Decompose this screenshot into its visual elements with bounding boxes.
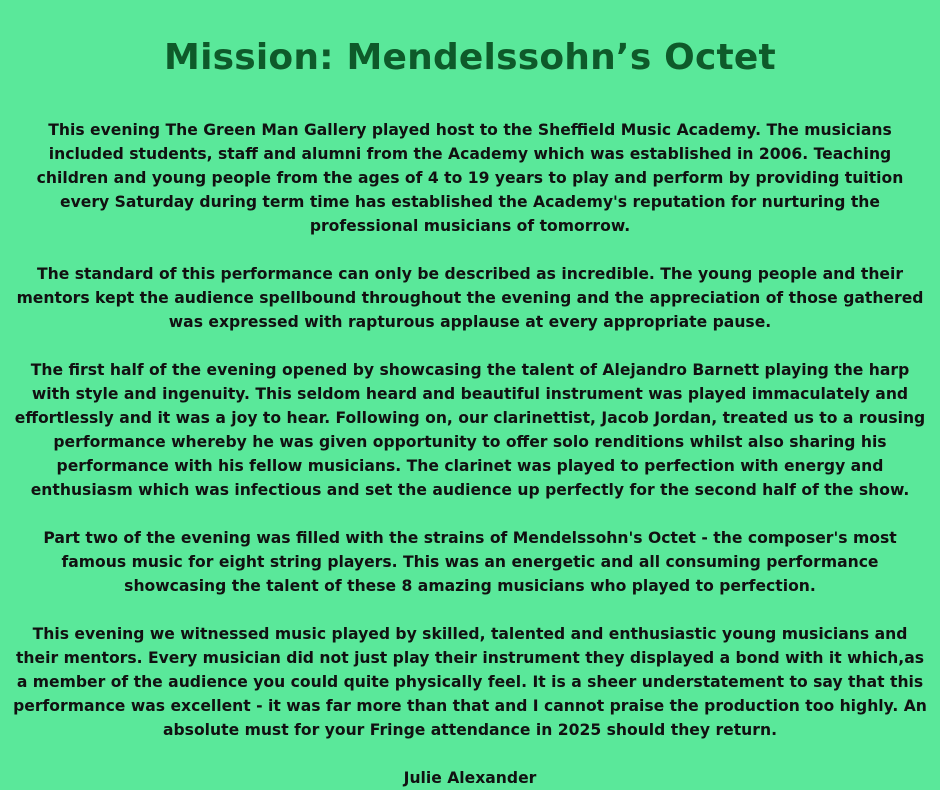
paragraph-first-half: The first half of the evening opened by showcasing the talent of Alejandro Barnett playing the harp with style and ingenuity. This seldom heard and beautiful instrument was played immaculately and effortlessly and it was a joy to hear. Following on, our clarinettist, Jacob Jordan, treated us to a rousing performance whereby he was given opportunity to offer solo renditions whilst also sharing his performance with his fellow musicians. The clarinet was played to perfection with energy and enthusiasm which was infectious and set the audience up perfectly for the second half of the show.: [14, 361, 926, 499]
paragraph-standard: The standard of this performance can only be described as incredible. The young people and their mentors kept the audience spellbound throughout the evening and the appreciation of those gathered was expressed with rapturous applause at every appropriate pause.: [16, 265, 924, 331]
page-title: Mission: Mendelssohn’s Octet: [164, 37, 776, 78]
author-signature: Julie Alexander: [403, 769, 537, 787]
paragraph-part-two: Part two of the evening was filled with the strains of Mendelssohn's Octet - the composer's most famous music for eight string players. This was an energetic and all consuming performance showcasing the talent of these 8 amazing musicians who played to perfection.: [43, 529, 897, 595]
paragraph-intro: This evening The Green Man Gallery played host to the Sheffield Music Academy. The musicians included students, staff and alumni from the Academy which was established in 2006. Teaching children and young people from the ages of 4 to 19 years to play and perform by providing tuition every Saturday during term time has established the Academy's reputation for nurturing the professional musicians of tomorrow.: [36, 121, 904, 235]
paragraph-conclusion: This evening we witnessed music played by skilled, talented and enthusiastic young musicians and their mentors. Every musician did not just play their instrument they displayed a bond with it which,as a member of the audience you could quite physically feel. It is a sheer understatement to say that this performance was excellent - it was far more than that and I cannot praise the production too highly. An absolute must for your Fringe attendance in 2025 should they return.: [13, 625, 927, 739]
review-body: [12, 118, 928, 790]
